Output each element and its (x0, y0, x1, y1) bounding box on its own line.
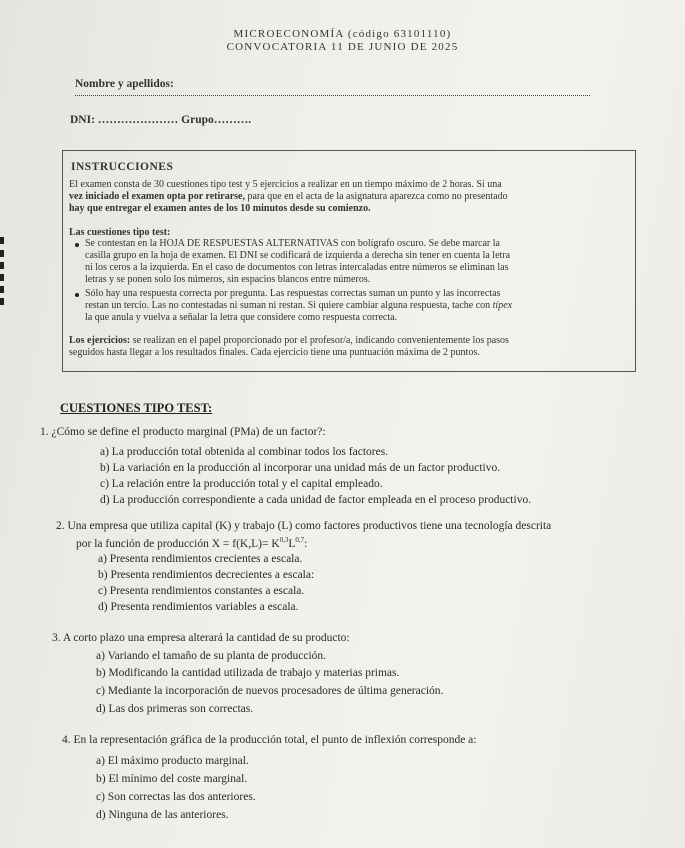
option-1c: c) La relación entre la producción total y el capital empleado. (100, 478, 383, 490)
instructions-line: casilla grupo en la hoja de examen. El DNI se codificará de izquierda a derecha sin tener en cuenta la letra (85, 250, 511, 261)
name-dotted-line (75, 95, 590, 96)
option-3a: a) Variando el tamaño de su planta de producción. (96, 650, 327, 662)
instructions-line: ni los ceros a la izquierda. En el caso de documentos con letras intercaladas entre números se eliminan las (85, 262, 509, 273)
bullet-icon (75, 293, 79, 297)
question-1: 1. ¿Cómo se define el producto marginal (PMa) de un factor?: (40, 426, 326, 438)
instructions-line: restan un tercio. Las no contestadas ni suman ni restan. Si quiere cambiar alguna respuesta, tache con típex (85, 300, 513, 311)
question-3: 3. A corto plazo una empresa alterará la cantidad de su producto: (52, 632, 350, 644)
instructions-line: la que anula y vuelva a señalar la letra que considere como respuesta correcta. (85, 312, 398, 323)
bullet-icon (75, 243, 79, 247)
option-1b: b) La variación en la producción al incorporar una unidad más de un factor productivo. (100, 462, 501, 474)
instructions-line: seguidos hasta llegar a los resultados finales. Cada ejercicio tiene una puntuación máxima de 2 puntos. (69, 347, 480, 358)
instructions-box (62, 150, 636, 372)
option-1d: d) La producción correspondiente a cada unidad de factor empleada en el proceso productivo. (100, 494, 532, 506)
exam-session: CONVOCATORIA 11 DE JUNIO DE 2025 (226, 41, 459, 53)
margin-mark (0, 298, 4, 305)
margin-mark (0, 274, 4, 281)
question-4: 4. En la representación gráfica de la producción total, el punto de inflexión corresponde a: (62, 734, 477, 746)
question-2: 2. Una empresa que utiliza capital (K) y trabajo (L) como factores productivos tiene una tecnología descrita (56, 520, 552, 532)
option-4c: c) Son correctas las dos anteriores. (96, 791, 256, 803)
margin-mark (0, 262, 4, 269)
instructions-line: vez iniciado el examen opta por retirarse, para que en el acta de la asignatura aparezca como no presentado (69, 191, 508, 202)
section-title: CUESTIONES TIPO TEST: (60, 401, 213, 415)
instructions-line: hay que entregar el examen antes de los 10 minutos desde su comienzo. (69, 203, 371, 214)
instructions-line: letras y se ponen solo los números, sin espacios blancos entre números. (85, 274, 371, 285)
option-1a: a) La producción total obtenida al combinar todos los factores. (100, 446, 389, 458)
exam-title: MICROECONOMÍA (código 63101110) (233, 28, 452, 40)
option-4b: b) El mínimo del coste marginal. (96, 773, 248, 785)
instructions-line: El examen consta de 30 cuestiones tipo test y 5 ejercicios a realizar en un tiempo máximo de 2 horas. Si una (69, 179, 502, 190)
option-4a: a) El máximo producto marginal. (96, 755, 249, 767)
margin-mark (0, 237, 4, 244)
option-3d: d) Las dos primeras son correctas. (96, 703, 254, 715)
option-2c: c) Presenta rendimientos constantes a escala. (98, 585, 305, 597)
margin-mark (0, 286, 4, 293)
instructions-line: Se contestan en la HOJA DE RESPUESTAS ALTERNATIVAS con bolígrafo oscuro. Se debe marcar la (85, 238, 500, 249)
margin-mark (0, 250, 4, 257)
option-2a: a) Presenta rendimientos crecientes a escala. (98, 553, 303, 565)
option-3b: b) Modificando la cantidad utilizada de trabajo y materias primas. (96, 667, 400, 679)
option-2d: d) Presenta rendimientos variables a escala. (98, 601, 299, 613)
instructions-line: Sólo hay una respuesta correcta por pregunta. Las respuestas correctas suman un punto y las incorrectas (85, 288, 501, 299)
test-subtitle: Las cuestiones tipo test: (69, 227, 171, 238)
instructions-title: INSTRUCCIONES (71, 161, 174, 173)
option-2b: b) Presenta rendimientos decrecientes a escala: (98, 569, 315, 581)
option-3c: c) Mediante la incorporación de nuevos procesadores de última generación. (96, 685, 444, 697)
question-2-formula: por la función de producción $X = f(K,L)= K^{0,3}L^{0,7}$: (76, 536, 308, 550)
option-4d: d) Ninguna de las anteriores. (96, 809, 229, 821)
dni-group-label: DNI: ………………… Grupo………. (70, 114, 252, 126)
instructions-line: Los ejercicios: se realizan en el papel proporcionado por el profesor/a, indicando convenientemente los pasos (69, 335, 509, 346)
name-label: Nombre y apellidos: (75, 78, 174, 90)
